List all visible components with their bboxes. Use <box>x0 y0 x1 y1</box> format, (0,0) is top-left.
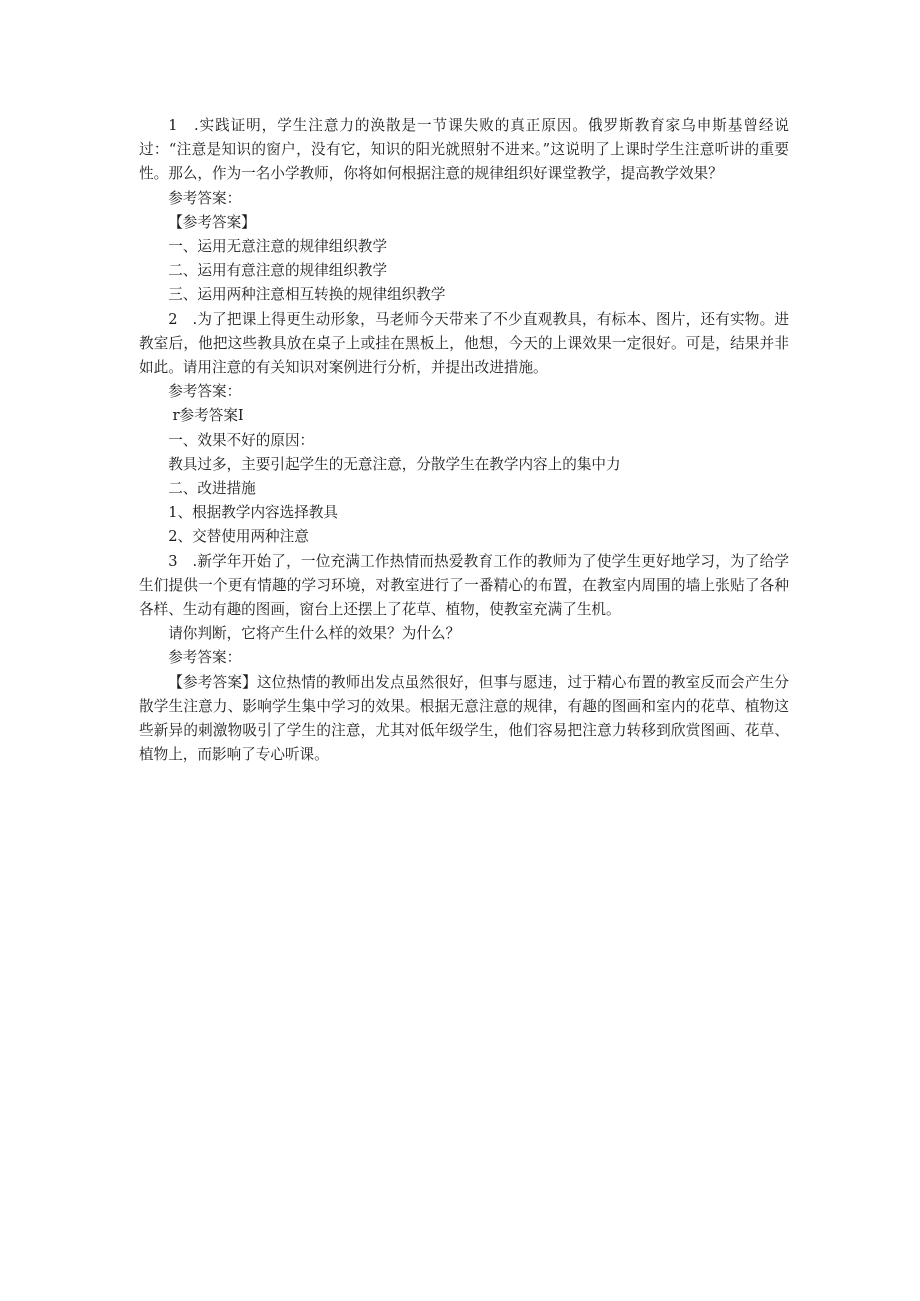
question-2-text: 2 .为了把课上得更生动形象，马老师今天带来了不少直观教具，有标本、图片，还有实物。进教室后，他把这些教具放在桌子上或挂在黑板上，他想，今天的上课效果一定很好。可是，结果并非如此。请用注意的有关知识对案例进行分析，并提出改进措施。 <box>139 310 789 377</box>
question-3-text: 3 .新学年开始了，一位充满工作热情而热爱教育工作的教师为了使学生更好地学习，为了给学生们提供一个更有情趣的学习环境，对教室进行了一番精心的布置，在教室内周围的墙上张贴了各种各样、生动有趣的图画，窗台上还摆上了花草、植物，使教室充满了生机。 <box>139 552 789 619</box>
document-body <box>139 114 789 767</box>
question-1-text: 1 .实践证明，学生注意力的涣散是一节课失败的真正原因。俄罗斯教育家乌申斯基曾经说过：“注意是知识的窗户，没有它，知识的阳光就照射不进来。”这说明了上课时学生注意听讲的重要性。那么，作为一名小学教师，你将如何根据注意的规律组织好课堂教学，提高教学效果？ <box>139 117 789 183</box>
question-1-point: 二、运用有意注意的规律组织教学 <box>168 262 388 280</box>
question-1-point: 三、运用两种注意相互转换的规律组织教学 <box>168 286 446 304</box>
question-2-reason-text: 教具过多，主要引起学生的无意注意，分散学生在教学内容上的集中力 <box>168 455 621 473</box>
question-2-answer-label: 参考答案： <box>168 383 242 401</box>
question-1-answer-label: 参考答案： <box>168 189 242 207</box>
question-2-measure: 1、根据教学内容选择教具 <box>168 504 339 522</box>
question-1-answer-title: 【参考答案】 <box>168 213 256 231</box>
question-2-measure: 2、交替使用两种注意 <box>168 528 309 546</box>
question-1-point: 一、运用无意注意的规律组织教学 <box>168 238 388 256</box>
question-2-measures-heading: 二、改进措施 <box>168 480 256 498</box>
question-2-answer-title: r参考答案I <box>172 407 244 425</box>
question-3-answer-text: 【参考答案】这位热情的教师出发点虽然很好，但事与愿违，过于精心布置的教室反而会产生分散学生注意力、影响学生集中学习的效果。根据无意注意的规律，有趣的图画和室内的花草、植物这些新异的刺激物吸引了学生的注意，尤其对低年级学生，他们容易把注意力转移到欣赏图画、花草、植物上，而影响了专心听课。 <box>139 673 789 764</box>
question-3-prompt: 请你判断，它将产生什么样的效果？为什么？ <box>168 625 461 643</box>
question-2-reason-heading: 一、效果不好的原因： <box>168 431 315 449</box>
question-3-answer-label: 参考答案： <box>168 649 242 667</box>
